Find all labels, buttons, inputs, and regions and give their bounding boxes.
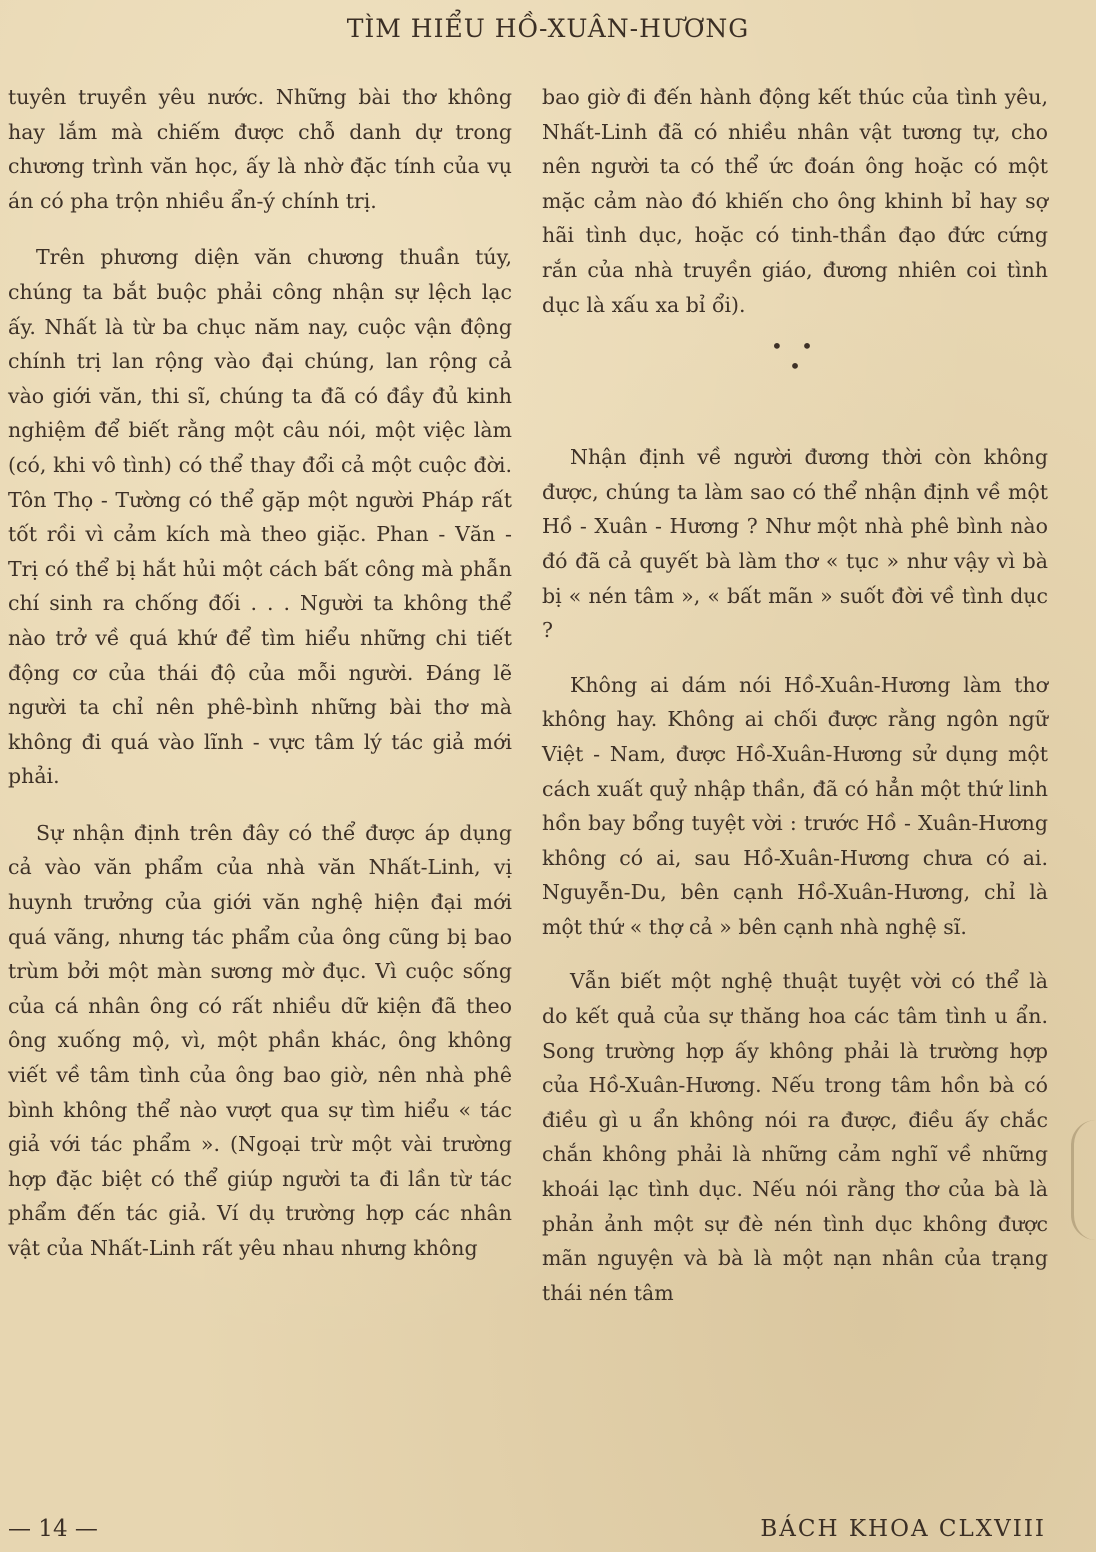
right-paragraph-3: Không ai dám nói Hồ-Xuân-Hương làm thơ không hay. Không ai chối được rằng ngôn ngữ Việt - Nam, được Hồ-Xuân-Hương sử dụng một cách xuất quỷ nhập thần, đã có hẳn một thứ linh hồn bay bổng tuyệt vời : trước Hồ - Xuân-Hương không có ai, sau Hồ-Xuân-Hương chưa có ai. Nguyễn-Du, bên cạnh Hồ-Xuân-Hương, chỉ là một thứ « thợ cả » bên cạnh nhà nghệ sĩ. <box>542 672 1048 939</box>
running-title: TÌM HIỂU HỒ-XUÂN-HƯƠNG <box>346 14 750 43</box>
left-paragraph-1: tuyên truyền yêu nước. Những bài thơ không hay lắm mà chiếm được chỗ danh dự trong chương trình văn học, ấy là nhờ đặc tính của vụ án có pha trộn nhiều ẩn-ý chính trị. <box>8 85 512 213</box>
right-paragraph-4: Vẫn biết một nghệ thuật tuyệt vời có thể là do kết quả của sự thăng hoa các tâm tình u ẩn. Song trường hợp ấy không phải là trường hợp của Hồ-Xuân-Hương. Nếu trong tâm hồn bà có điều gì u ẩn không nói ra được, điều ấy chắc chắn không phải là những cảm nghĩ về những khoái lạc tình dục. Nếu nói rằng thơ của bà là phản ảnh một sự đè nén tình dục không được mãn nguyện và bà là một nạn nhân của trạng thái nén tâm <box>542 969 1048 1305</box>
section-break-dot: • <box>789 354 801 379</box>
left-paragraph-3: Sự nhận định trên đây có thể được áp dụng cả vào văn phẩm của nhà văn Nhất-Linh, vị huynh trưởng của giới văn nghệ hiện đại mới quá vãng, nhưng tác phẩm của ông cũng bị bao trùm bởi một màn sương mờ đục. Vì cuộc sống của cá nhân ông có rất nhiều dữ kiện đã theo ông xuống mộ, vì, một phần khác, ông không viết về tâm tình của ông bao giờ, nên nhà phê bình không thể nào vượt qua sự tìm hiểu « tác giả với tác phẩm ». (Ngoại trừ một vài trường hợp đặc biệt có thể giúp người ta đi lần từ tác phẩm đến tác giả. Ví dụ trường hợp các nhân vật của Nhất-Linh rất yêu nhau nhưng không <box>8 820 512 1260</box>
right-paragraph-1: bao giờ đi đến hành động kết thúc của tình yêu, Nhất-Linh đã có nhiều nhân vật tương tự, cho nên người ta có thể ức đoán ông hoặc có một mặc cảm nào đó khiến cho ông khinh bỉ hay sợ hãi tình dục, hoặc có tinh-thần đạo đức cứng rắn của nhà truyền giáo, đương nhiên coi tình dục là xấu xa bỉ ổi). <box>542 85 1048 317</box>
left-column <box>8 80 512 1266</box>
right-column <box>542 80 1048 1310</box>
magazine-issue: BÁCH KHOA CLXVIII <box>760 1516 1046 1542</box>
paper-edge-mark <box>1071 1120 1096 1240</box>
left-paragraph-2: Trên phương diện văn chương thuần túy, chúng ta bắt buộc phải công nhận sự lệch lạc ấy. Nhất là từ ba chục năm nay, cuộc vận động chính trị lan rộng vào đại chúng, lan rộng cả vào giới văn, thi sĩ, chúng ta đã có đầy đủ kinh nghiệm để biết rằng một câu nói, một việc làm (có, khi vô tình) có thể thay đổi cả một cuộc đời. Tôn Thọ - Tường có thể gặp một người Pháp rất tốt rồi vì cảm kích mà theo giặc. Phan - Văn - Trị có thể bị hắt hủi một cách bất công mà phẫn chí sinh ra chống đối . . . Người ta không thể nào trở về quá khứ để tìm hiểu những chi tiết động cơ của thái độ của mỗi người. Đáng lẽ người ta chỉ nên phê-bình những bài thơ mà không đi quá vào lĩnh - vực tâm lý tác giả mới phải. <box>8 245 512 789</box>
section-break <box>542 322 1048 440</box>
right-paragraph-2: Nhận định về người đương thời còn không được, chúng ta làm sao có thể nhận định về một Hồ - Xuân - Hương ? Như một nhà phê bình nào đó đã cả quyết bà làm thơ « tục » như vậy vì bà bị « nén tâm », « bất mãn » suốt đời về tình dục ? <box>542 445 1048 643</box>
page-number: — 14 — <box>8 1516 98 1542</box>
section-break-dots: • • <box>771 334 819 359</box>
